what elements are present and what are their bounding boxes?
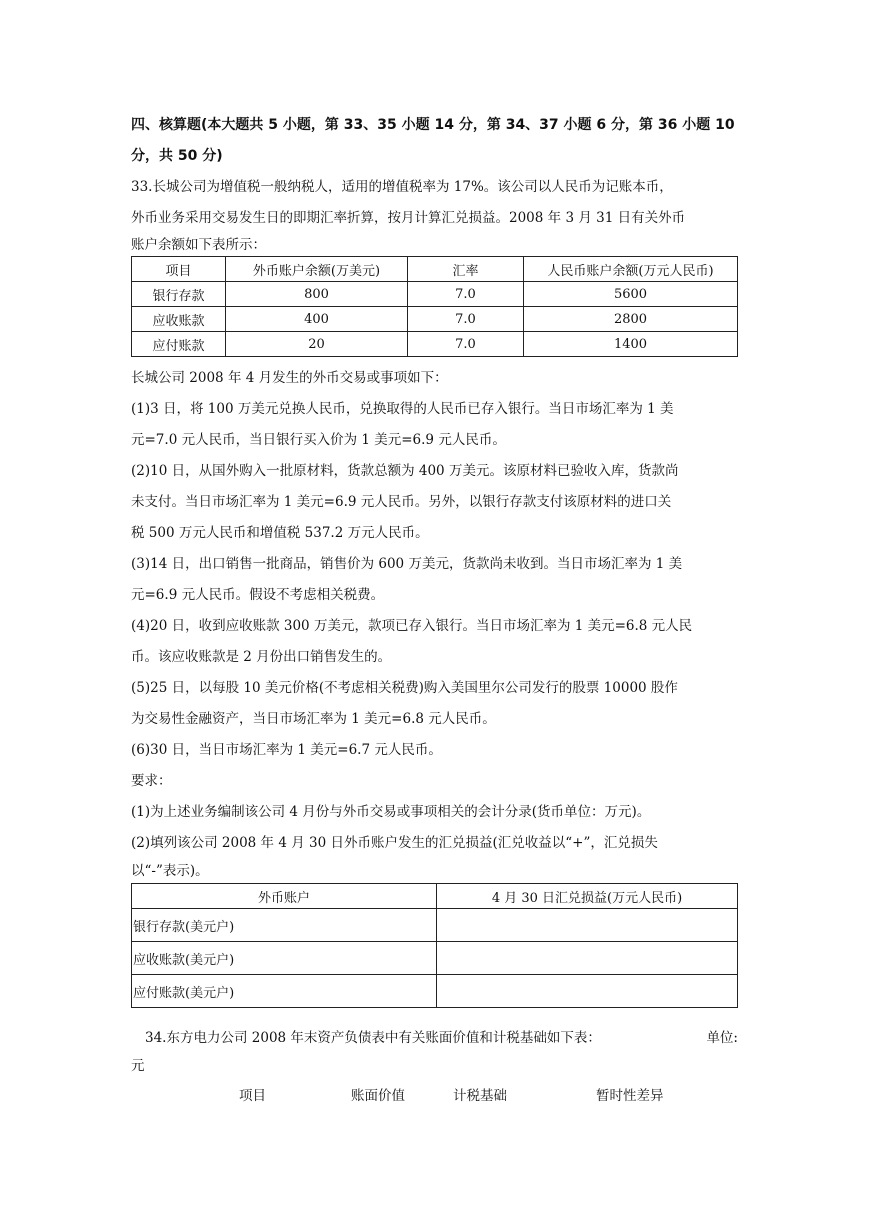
table-header-cell: 人民币账户余额(万元人民币) <box>524 257 738 282</box>
table-cell: 5600 <box>524 282 738 307</box>
column-header: 账面价值 <box>351 1088 405 1104</box>
balance-table <box>131 256 738 357</box>
table-header-cell: 外币账户 <box>132 884 437 909</box>
table-cell: 7.0 <box>408 282 524 307</box>
exchange-gain-table <box>131 883 738 1008</box>
section-title <box>131 110 738 172</box>
event-line: 币。该应收账款是 2 月份出口销售发生的。 <box>131 649 392 665</box>
event-line: 未支付。当日市场汇率为 1 美元=6.9 元人民币。另外，以银行存款支付该原材料的进口关 <box>131 494 672 510</box>
event-line: 税 500 万元人民币和增值税 537.2 万元人民币。 <box>131 525 429 541</box>
section-title-line-1: 四、核算题(本大题共 5 小题，第 33、35 小题 14 分，第 34、37 小题 6 分，第 36 小题 10 <box>131 117 735 133</box>
table-cell: 7.0 <box>408 307 524 332</box>
table-header-cell: 汇率 <box>408 257 524 282</box>
event-line: (5)25 日，以每股 10 美元价格(不考虑相关税费)购入美国里尔公司发行的股票 10000 股作 <box>131 680 678 696</box>
events-intro: 长城公司 2008 年 4 月发生的外币交易或事项如下： <box>131 370 448 386</box>
table-cell: 400 <box>226 307 408 332</box>
q34-intro <box>131 1024 738 1080</box>
requirement-line: (1)为上述业务编制该公司 4 月份与外币交易或事项相关的会计分录(货币单位：万元)。 <box>131 804 651 820</box>
event-line: (3)14 日，出口销售一批商品，销售价为 600 万美元，货款尚未收到。当日市场汇率为 1 美 <box>131 556 683 572</box>
event-line: (6)30 日，当日市场汇率为 1 美元=6.7 元人民币。 <box>131 742 442 758</box>
q34-column-headers <box>131 1080 738 1114</box>
q33-intro-line: 外币业务采用交易发生日的即期汇率折算，按月计算汇兑损益。2008 年 3 月 31 日有关外币 <box>131 210 686 226</box>
table-header-cell: 项目 <box>132 257 226 282</box>
table-cell: 银行存款(美元户) <box>132 909 437 942</box>
table-row <box>132 282 738 307</box>
column-header: 项目 <box>239 1088 266 1104</box>
column-header: 暂时性差异 <box>596 1088 664 1104</box>
table-cell: 7.0 <box>408 332 524 357</box>
table-cell: 银行存款 <box>132 282 226 307</box>
section-title-line-2: 分，共 50 分) <box>131 148 223 164</box>
event-line: 元=6.9 元人民币。假设不考虑相关税费。 <box>131 587 385 603</box>
table-row <box>132 942 738 975</box>
table-row <box>132 307 738 332</box>
q33-events <box>131 363 738 883</box>
table-cell: 应收账款 <box>132 307 226 332</box>
column-header: 计税基础 <box>453 1088 507 1104</box>
table-cell: 800 <box>226 282 408 307</box>
document-page <box>131 110 738 1114</box>
table-header-cell: 外币账户余额(万美元) <box>226 257 408 282</box>
table-cell: 20 <box>226 332 408 357</box>
table-cell: 应付账款(美元户) <box>132 975 437 1008</box>
event-line: (4)20 日，收到应收账款 300 万美元，款项已存入银行。当日市场汇率为 1 美元=6.8 元人民 <box>131 618 693 634</box>
table-row <box>132 975 738 1008</box>
table-header-row <box>132 257 738 282</box>
q33-intro-line: 账户余额如下表所示： <box>131 237 266 253</box>
requirement-line: 以“-”表示)。 <box>131 863 209 879</box>
table-cell: 2800 <box>524 307 738 332</box>
event-line: 元=7.0 元人民币，当日银行买入价为 1 美元=6.9 元人民币。 <box>131 432 506 448</box>
q33-intro-line: 33.长城公司为增值税一般纳税人，适用的增值税率为 17%。该公司以人民币为记账本币， <box>131 179 673 195</box>
unit-label: 单位: <box>706 1030 738 1046</box>
q33-intro <box>131 172 738 256</box>
blank-answer-cell[interactable] <box>437 975 738 1008</box>
event-line: (2)10 日，从国外购入一批原材料，货款总额为 400 万美元。该原材料已验收入库，货款尚 <box>131 463 679 479</box>
q34-intro-text: 34.东方电力公司 2008 年末资产负债表中有关账面价值和计税基础如下表： <box>145 1030 601 1046</box>
requirement-line: (2)填列该公司 2008 年 4 月 30 日外币账户发生的汇兑损益(汇兑收益以“+”，汇兑损失 <box>131 835 658 851</box>
table-cell: 1400 <box>524 332 738 357</box>
requirements-label: 要求： <box>131 773 172 789</box>
event-line: (1)3 日，将 100 万美元兑换人民币，兑换取得的人民币已存入银行。当日市场汇率为 1 美 <box>131 401 674 417</box>
blank-answer-cell[interactable] <box>437 909 738 942</box>
blank-answer-cell[interactable] <box>437 942 738 975</box>
table-header-cell: 4 月 30 日汇兑损益(万元人民币) <box>437 884 738 909</box>
table-cell: 应收账款(美元户) <box>132 942 437 975</box>
unit-value: 元 <box>131 1058 145 1074</box>
event-line: 为交易性金融资产，当日市场汇率为 1 美元=6.8 元人民币。 <box>131 711 496 727</box>
table-header-row <box>132 884 738 909</box>
table-row <box>132 332 738 357</box>
table-row <box>132 909 738 942</box>
table-cell: 应付账款 <box>132 332 226 357</box>
